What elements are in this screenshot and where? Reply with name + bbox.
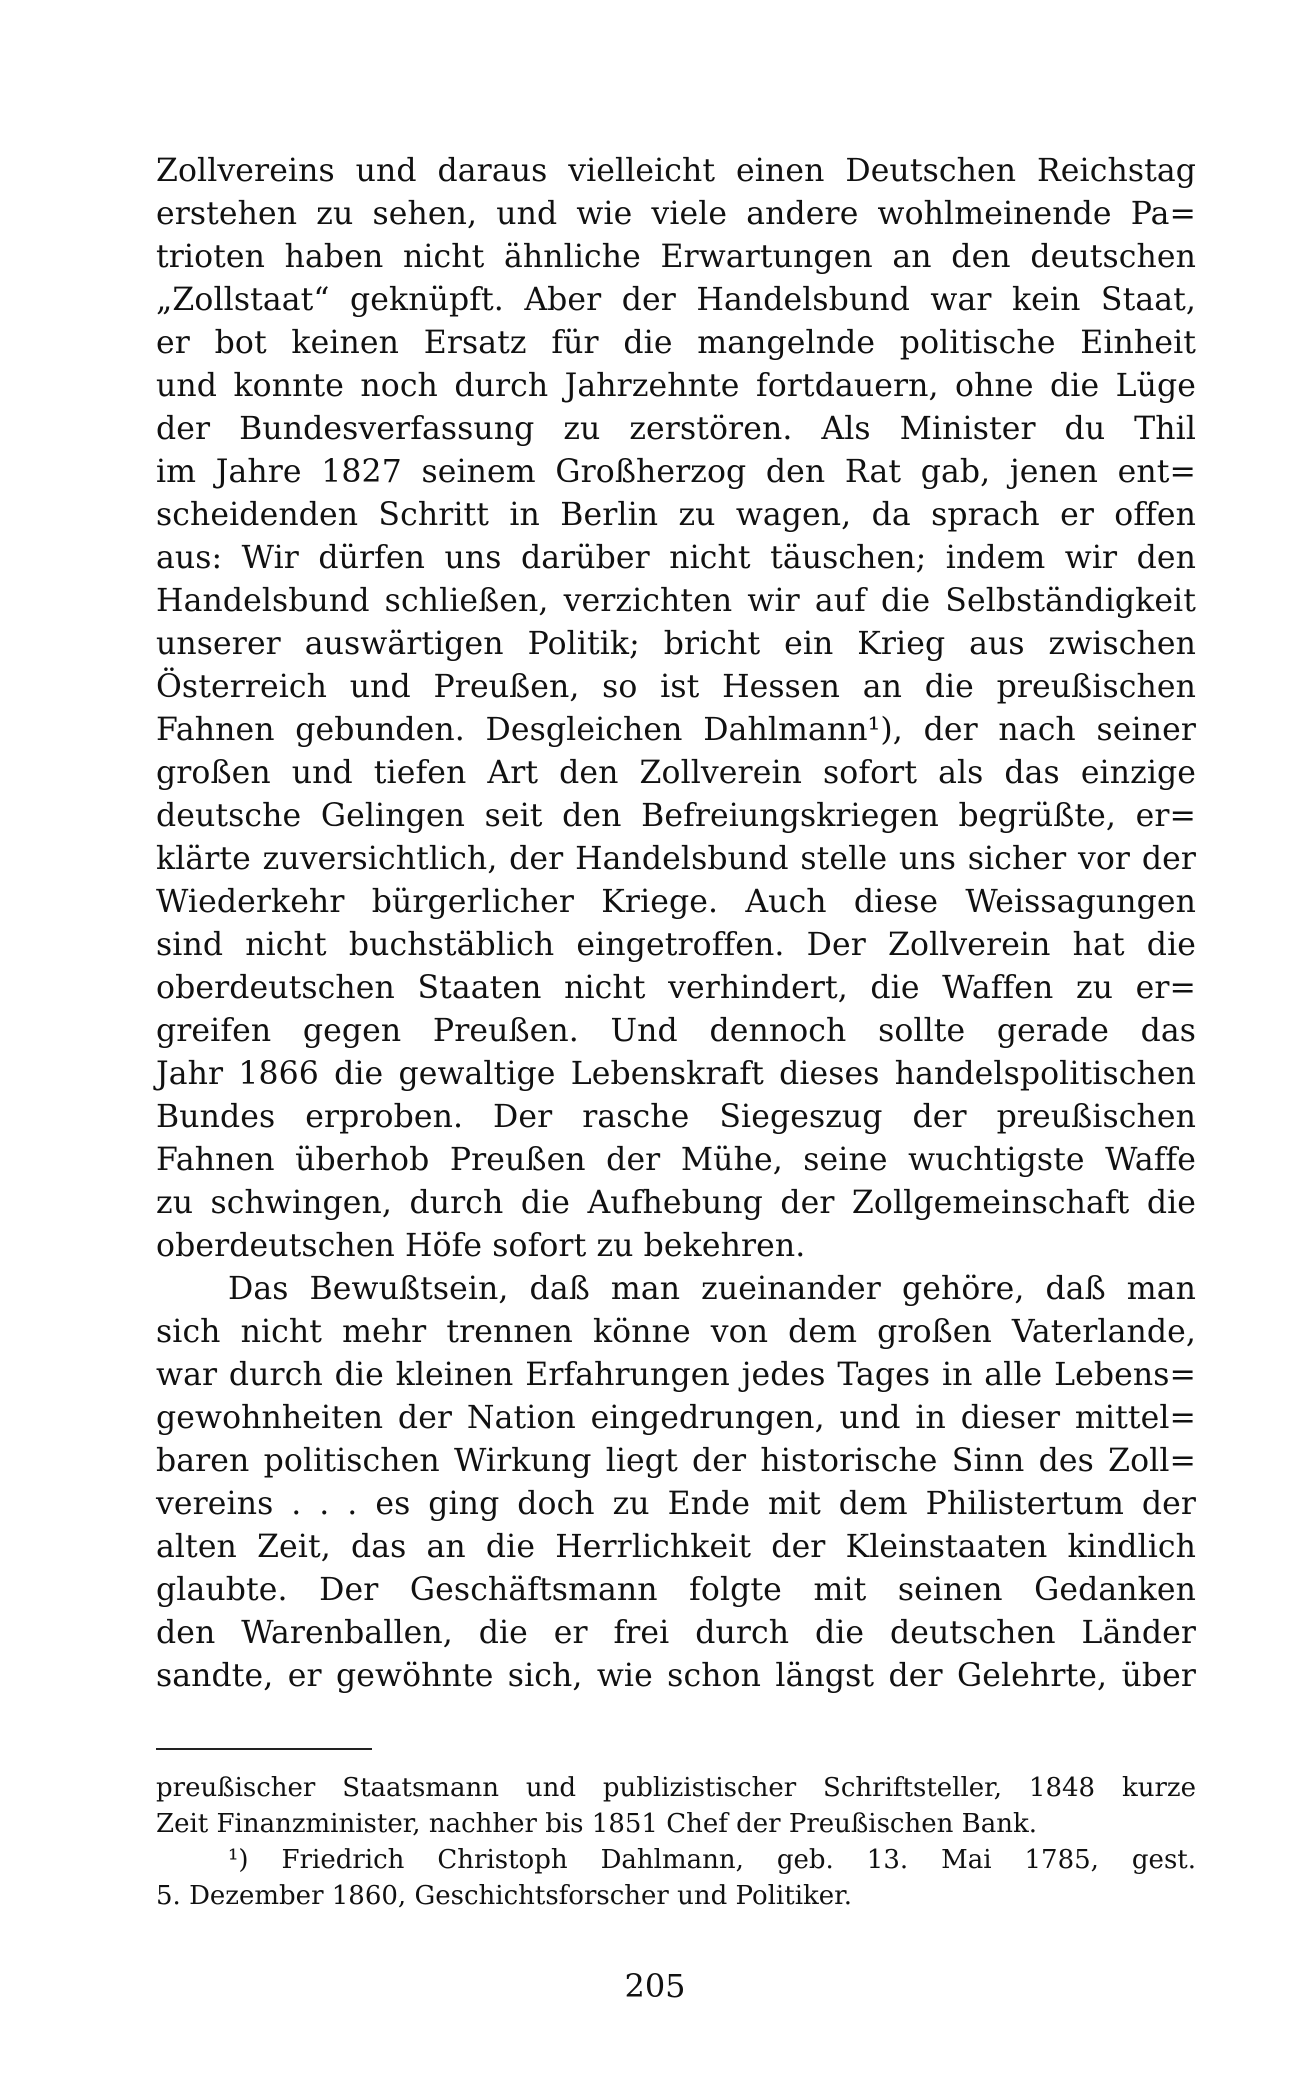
text-line: war durch die kleinen Erfahrungen jedes Tages in alle Lebens= bbox=[156, 1357, 1196, 1393]
text-line: im Jahre 1827 seinem Großherzog den Rat gab, jenen ent= bbox=[156, 454, 1196, 490]
paragraph-end-line: oberdeutschen Höfe sofort zu bekehren. bbox=[156, 1228, 806, 1264]
text-line: Zollvereins und daraus vielleicht einen Deutschen Reichstag bbox=[156, 153, 1196, 189]
footnote-line: Zeit Finanzminister, nachher bis 1851 Chef der Preußischen Bank. bbox=[156, 1809, 1038, 1839]
text-line: alten Zeit, das an die Herrlichkeit der Kleinstaaten kindlich bbox=[156, 1529, 1196, 1565]
text-line: greifen gegen Preußen. Und dennoch sollte gerade das bbox=[156, 1013, 1196, 1049]
text-line: aus: Wir dürfen uns darüber nicht täuschen; indem wir den bbox=[156, 540, 1196, 576]
footnotes bbox=[156, 1770, 1196, 1914]
text-line: er bot keinen Ersatz für die mangelnde politische Einheit bbox=[156, 325, 1196, 361]
text-line: glaubte. Der Geschäftsmann folgte mit seinen Gedanken bbox=[156, 1572, 1196, 1608]
text-line: Österreich und Preußen, so ist Hessen an die preußischen bbox=[156, 669, 1196, 705]
text-line: vereins . . . es ging doch zu Ende mit dem Philistertum der bbox=[156, 1486, 1196, 1522]
text-line: Wiederkehr bürgerlicher Kriege. Auch diese Weissagungen bbox=[156, 884, 1196, 920]
text-line: Handelsbund schließen, verzichten wir auf die Selbständigkeit bbox=[156, 583, 1196, 619]
text-line: „Zollstaat“ geknüpft. Aber der Handelsbund war kein Staat, bbox=[156, 282, 1196, 318]
text-line: den Warenballen, die er frei durch die deutschen Länder bbox=[156, 1615, 1196, 1651]
text-line: oberdeutschen Staaten nicht verhindert, die Waffen zu er= bbox=[156, 970, 1196, 1006]
text-line: klärte zuversichtlich, der Handelsbund stelle uns sicher vor der bbox=[156, 841, 1196, 877]
text-line: scheidenden Schritt in Berlin zu wagen, da sprach er offen bbox=[156, 497, 1196, 533]
text-line: zu schwingen, durch die Aufhebung der Zollgemeinschaft die bbox=[156, 1185, 1196, 1221]
text-line: sind nicht buchstäblich eingetroffen. Der Zollverein hat die bbox=[156, 927, 1196, 963]
text-line: baren politischen Wirkung liegt der historische Sinn des Zoll= bbox=[156, 1443, 1196, 1479]
text-line: deutsche Gelingen seit den Befreiungskriegen begrüßte, er= bbox=[156, 798, 1196, 834]
text-line: trioten haben nicht ähnliche Erwartungen an den deutschen bbox=[156, 239, 1196, 275]
footnote-line: preußischer Staatsmann und publizistischer Schriftsteller, 1848 kurze bbox=[156, 1773, 1196, 1803]
page-number: 205 bbox=[624, 1967, 686, 2005]
text-line: Jahr 1866 die gewaltige Lebenskraft dieses handelspolitischen bbox=[156, 1056, 1196, 1092]
paragraph-start-line: Das Bewußtsein, daß man zueinander gehöre, daß man bbox=[228, 1271, 1196, 1307]
footnote-line: ¹) Friedrich Christoph Dahlmann, geb. 13. Mai 1785, gest. bbox=[228, 1845, 1196, 1875]
text-line: unserer auswärtigen Politik; bricht ein Krieg aus zwischen bbox=[156, 626, 1196, 662]
text-line: der Bundesverfassung zu zerstören. Als Minister du Thil bbox=[156, 411, 1196, 447]
text-line: erstehen zu sehen, und wie viele andere wohlmeinende Pa= bbox=[156, 196, 1196, 232]
text-line: und konnte noch durch Jahrzehnte fortdauern, ohne die Lüge bbox=[156, 368, 1196, 404]
text-line: sich nicht mehr trennen könne von dem großen Vaterlande, bbox=[156, 1314, 1196, 1350]
footnote-separator bbox=[156, 1748, 372, 1750]
text-line: großen und tiefen Art den Zollverein sofort als das einzige bbox=[156, 755, 1196, 791]
footnote-line: 5. Dezember 1860, Geschichtsforscher und Politiker. bbox=[156, 1881, 852, 1911]
text-line: sandte, er gewöhnte sich, wie schon längst der Gelehrte, über bbox=[156, 1658, 1196, 1694]
text-line: Fahnen überhob Preußen der Mühe, seine wuchtigste Waffe bbox=[156, 1142, 1196, 1178]
text-line: Fahnen gebunden. Desgleichen Dahlmann¹), der nach seiner bbox=[156, 712, 1196, 748]
text-line: Bundes erproben. Der rasche Siegeszug der preußischen bbox=[156, 1099, 1196, 1135]
text-line: gewohnheiten der Nation eingedrungen, und in dieser mittel= bbox=[156, 1400, 1196, 1436]
main-text bbox=[156, 150, 1196, 1698]
